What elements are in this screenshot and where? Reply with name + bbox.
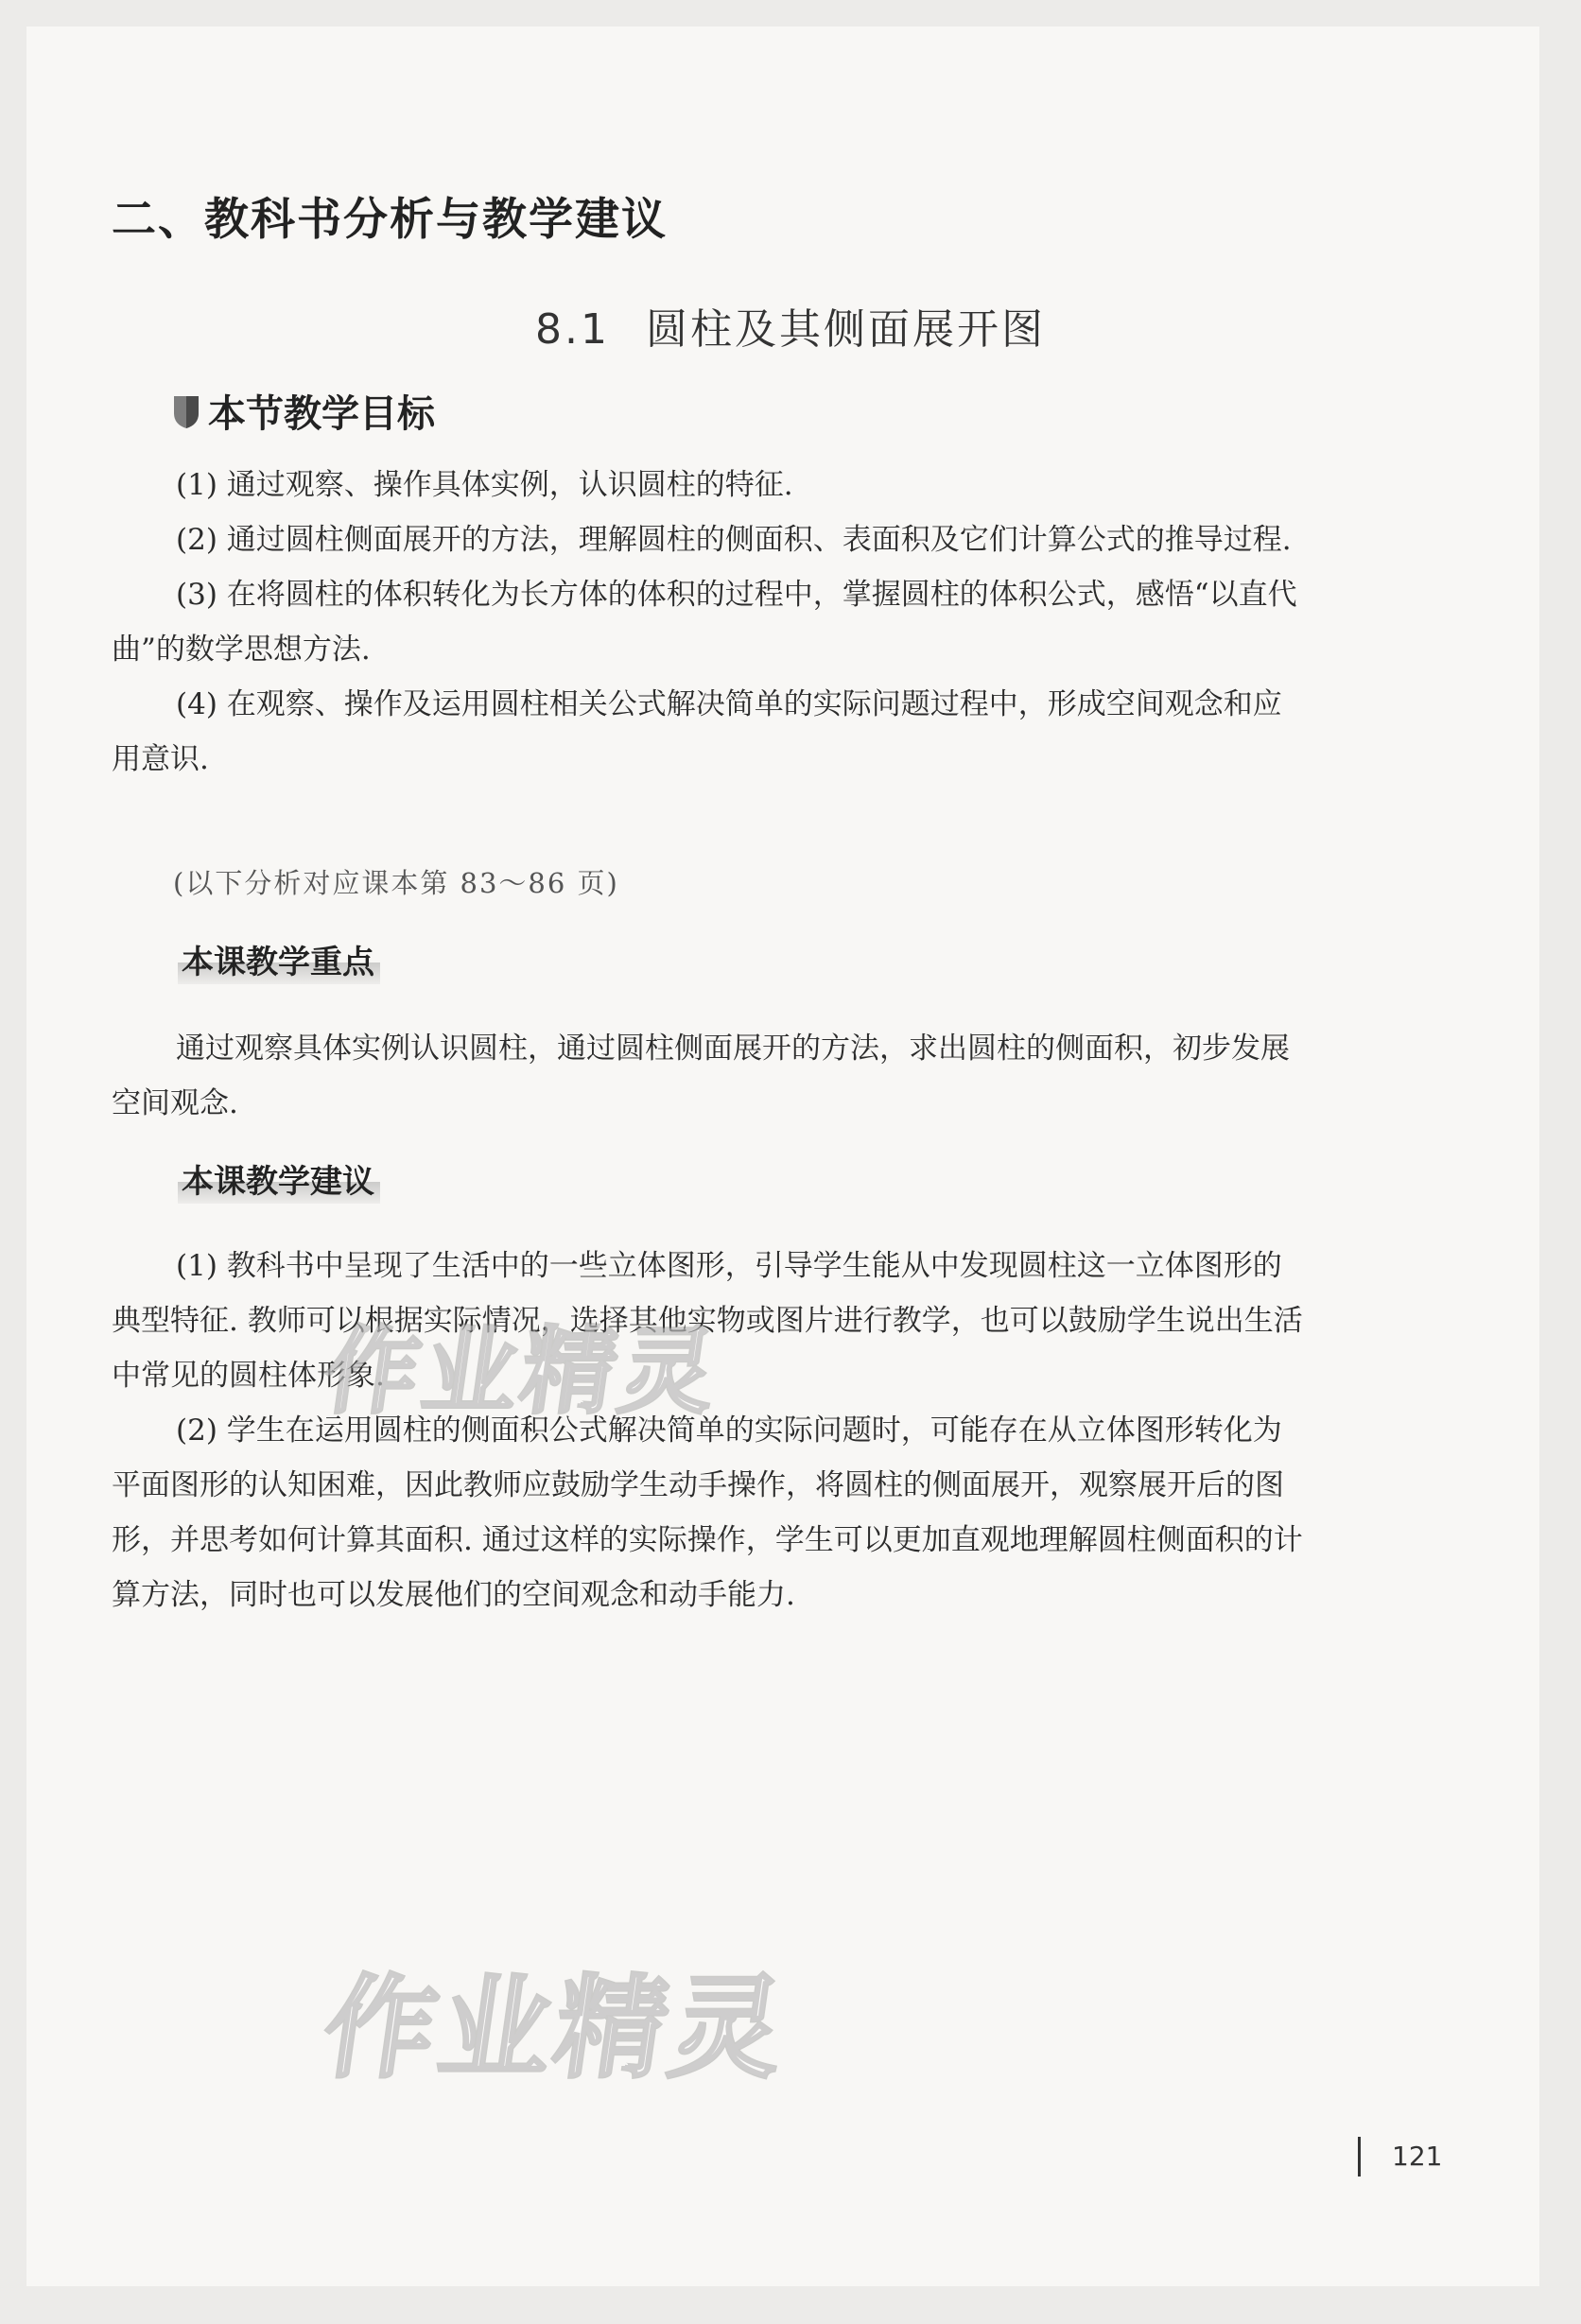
key-points-heading: 本课教学重点: [178, 936, 380, 984]
goal-item-1-line-1: (1) 通过观察、操作具体实例，认识圆柱的特征.: [176, 468, 793, 502]
suggestion-2-line-1: (2) 学生在运用圆柱的侧面积公式解决简单的实际问题时，可能存在从立体图形转化为: [176, 1413, 1282, 1448]
suggestion-item-2: [112, 1403, 1303, 1622]
suggestion-2-line-3: 形，并思考如何计算其面积. 通过这样的实际操作，学生可以更加直观地理解圆柱侧面积的计: [112, 1523, 1303, 1557]
goal-item-3-line-1: (3) 在将圆柱的体积转化为长方体的体积的过程中，掌握圆柱的体积公式，感悟“以直代: [176, 578, 1297, 612]
goals-heading-text: 本节教学目标: [208, 392, 435, 436]
page-reference-note: (以下分析对应课本第 83～86 页): [173, 867, 619, 899]
suggestion-1-line-3: 中常见的圆柱体形象.: [112, 1359, 385, 1393]
goal-item-3-line-2: 曲”的数学思想方法.: [112, 633, 371, 667]
goal-item-4: [112, 677, 1282, 787]
suggestion-2-line-2: 平面图形的认知困难，因此教师应鼓励学生动手操作，将圆柱的侧面展开，观察展开后的图: [112, 1468, 1284, 1502]
key-points-line-2: 空间观念.: [112, 1086, 238, 1120]
page-number-divider: [1358, 2137, 1361, 2177]
lesson-name: 圆柱及其侧面展开图: [645, 305, 1046, 354]
key-points-paragraph: [112, 1021, 1290, 1131]
section-title: 二、教科书分析与教学建议: [112, 194, 668, 246]
goal-item-4-line-2: 用意识.: [112, 742, 209, 776]
watermark-bottom: 作业精灵: [315, 1963, 796, 2093]
goals-heading: [172, 384, 435, 438]
suggestion-1-line-1: (1) 教科书中呈现了生活中的一些立体图形，引导学生能从中发现圆柱这一立体图形的: [176, 1249, 1282, 1283]
page-number: 121: [1392, 2141, 1443, 2172]
goal-item-3: [112, 567, 1297, 677]
goal-item-1: [112, 458, 793, 512]
shield-icon: [172, 392, 200, 430]
goal-item-4-line-1: (4) 在观察、操作及运用圆柱相关公式解决简单的实际问题过程中，形成空间观念和应: [176, 687, 1282, 721]
lesson-number: 8.1: [535, 305, 610, 354]
suggestion-1-line-2: 典型特征. 教师可以根据实际情况，选择其他实物或图片进行教学，也可以鼓励学生说出生活: [112, 1304, 1303, 1338]
lesson-title: [0, 295, 1581, 356]
watermark-middle: 作业精灵: [317, 1316, 727, 1427]
goal-item-2: [112, 512, 1292, 567]
goal-item-2-line-1: (2) 通过圆柱侧面展开的方法，理解圆柱的侧面积、表面积及它们计算公式的推导过程.: [176, 523, 1292, 557]
suggestions-heading: 本课教学建议: [178, 1155, 380, 1204]
suggestion-2-line-4: 算方法，同时也可以发展他们的空间观念和动手能力.: [112, 1578, 795, 1612]
key-points-line-1: 通过观察具体实例认识圆柱，通过圆柱侧面展开的方法，求出圆柱的侧面积，初步发展: [176, 1032, 1290, 1066]
